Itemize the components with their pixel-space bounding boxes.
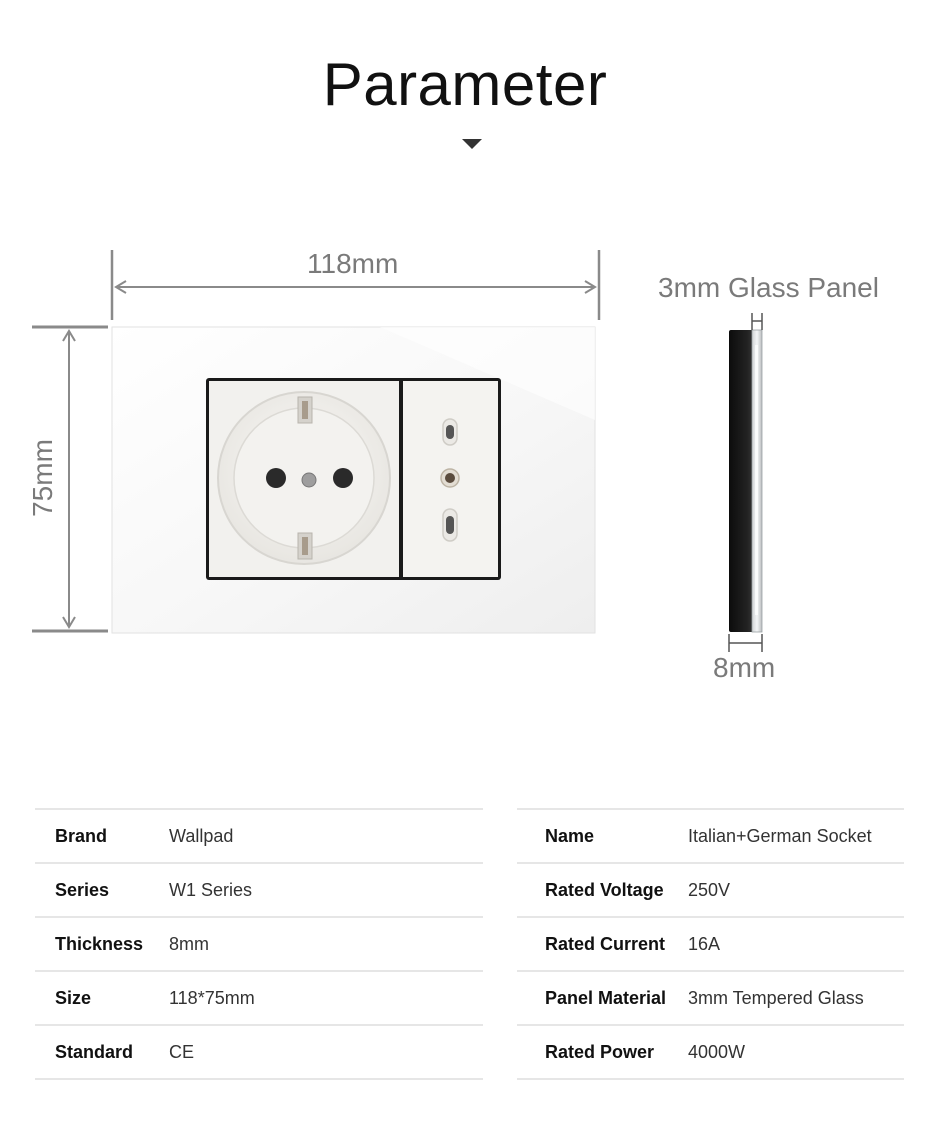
- spec-key: Rated Voltage: [517, 863, 688, 917]
- spec-value: 4000W: [688, 1025, 904, 1079]
- spec-row: [35, 863, 483, 917]
- spec-value: 16A: [688, 917, 904, 971]
- page-title: Parameter: [322, 51, 608, 118]
- spec-key: Rated Power: [517, 1025, 688, 1079]
- spec-key: Brand: [35, 809, 169, 863]
- spec-value: Wallpad: [169, 809, 483, 863]
- spec-key: Rated Current: [517, 917, 688, 971]
- spec-value: 3mm Tempered Glass: [688, 971, 904, 1025]
- spec-value: CE: [169, 1025, 483, 1079]
- spec-value: W1 Series: [169, 863, 483, 917]
- spec-row: [35, 917, 483, 971]
- panel-side-profile: [729, 313, 762, 652]
- spec-key: Thickness: [35, 917, 169, 971]
- glass-thickness-label: 3mm Glass Panel: [658, 272, 879, 303]
- height-label: 75mm: [27, 439, 58, 517]
- spec-row: [35, 971, 483, 1025]
- spec-row: [517, 917, 904, 971]
- spec-key: Series: [35, 863, 169, 917]
- spec-row: [35, 809, 483, 863]
- spec-row: [517, 863, 904, 917]
- spec-key: Standard: [35, 1025, 169, 1079]
- spec-value: Italian+German Socket: [688, 809, 904, 863]
- spec-row: [517, 971, 904, 1025]
- spec-value: 8mm: [169, 917, 483, 971]
- italian-socket: [441, 419, 459, 541]
- spec-row: [35, 1025, 483, 1079]
- spec-row: [517, 809, 904, 863]
- width-label: 118mm: [307, 248, 399, 279]
- german-socket: [218, 392, 390, 564]
- spec-row: [517, 1025, 904, 1079]
- depth-label: 8mm: [713, 652, 776, 683]
- spec-value: 250V: [688, 863, 904, 917]
- spec-key: Size: [35, 971, 169, 1025]
- spec-key: Panel Material: [517, 971, 688, 1025]
- spec-key: Name: [517, 809, 688, 863]
- spec-table-left: [35, 808, 483, 1080]
- socket-panel-front: [112, 327, 595, 633]
- spec-table-right: [517, 808, 904, 1080]
- spec-value: 118*75mm: [169, 971, 483, 1025]
